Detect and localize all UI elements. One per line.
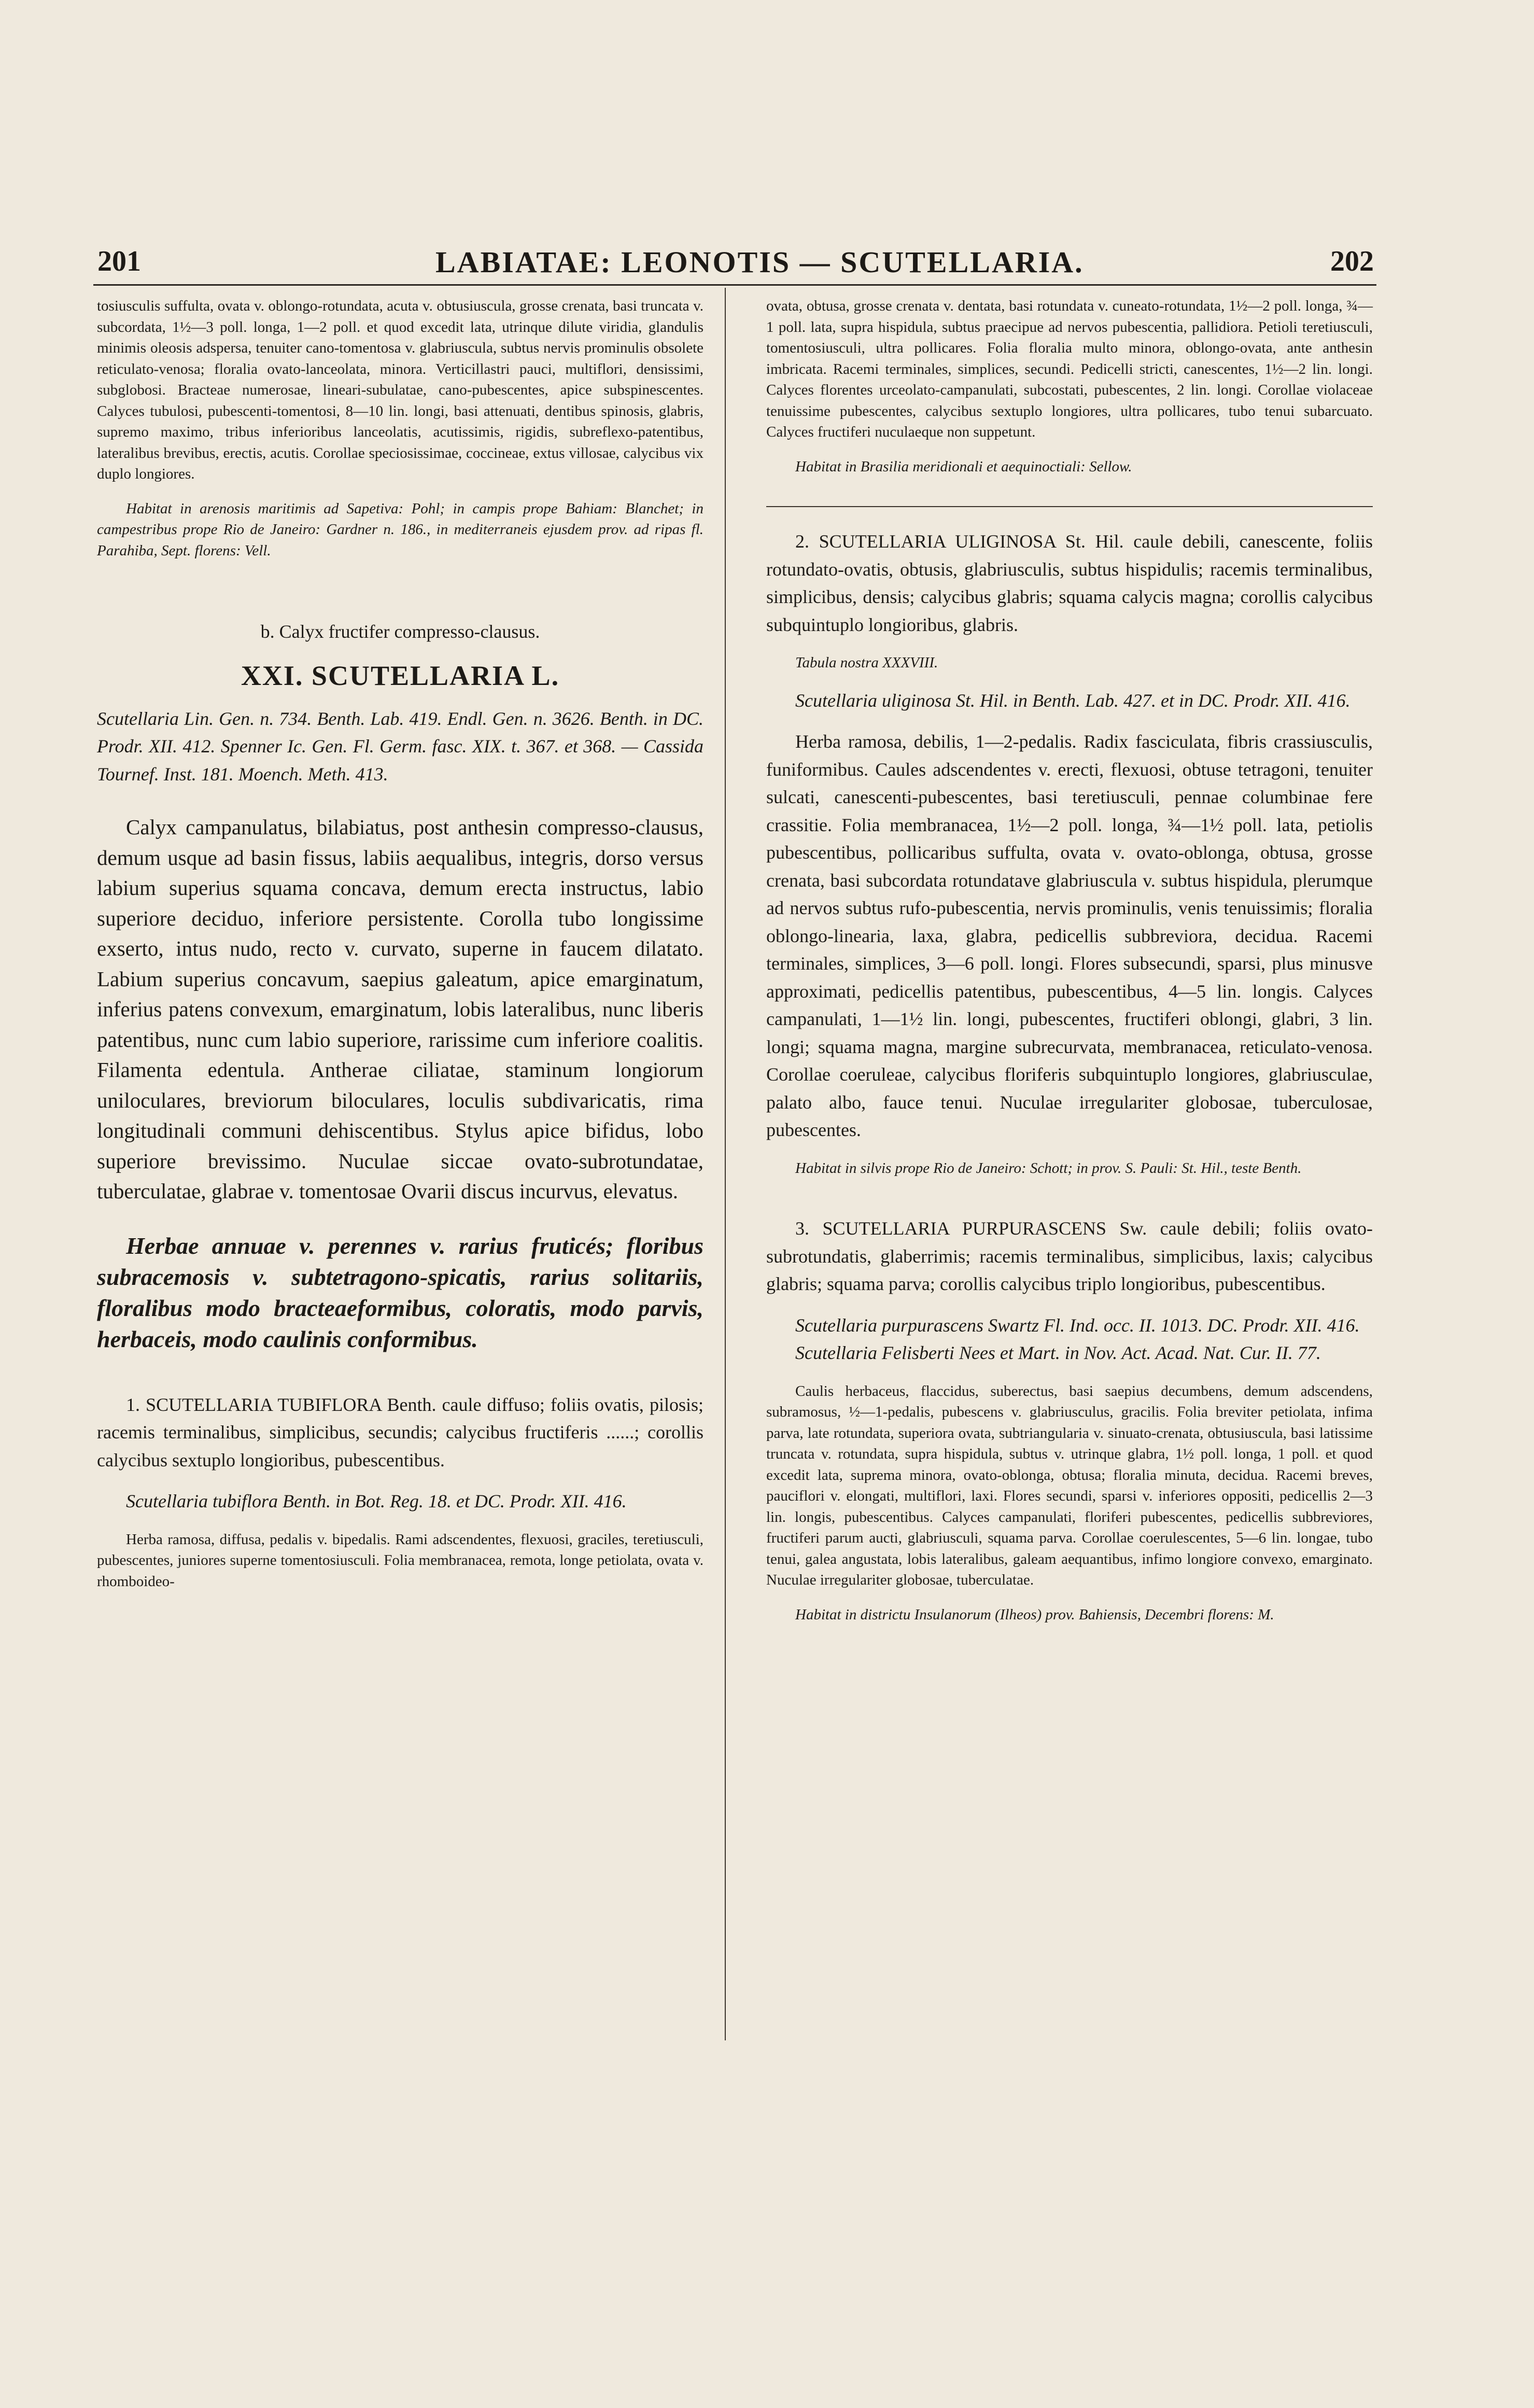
running-header	[93, 245, 1374, 286]
species-1-habitat: Habitat in Brasilia meridionali et aequinoctiali: Sellow.	[795, 458, 1132, 475]
right-column	[766, 296, 1373, 1625]
species-1-synonymy: Scutellaria tubiflora Benth. in Bot. Reg. 18. et DC. Prodr. XII. 416.	[126, 1491, 627, 1511]
species-separator	[766, 506, 1373, 507]
leonotis-description: tosiusculis suffulta, ovata v. oblongo-rotundata, acuta v. obtusiuscula, grosse crenata, basi truncata v. subcordata, 1½—3 poll. longa, 1—2 poll. et quod excedit lata, utrinque dilute viridia, glandulis minimis oleosis adspersa, tenuiter cano-tomentosa v. glabriuscula, subtus nervis prominulis obsolete reticulato-venosa; floralia ovato-lanceolata, minora. Verticillastri pauci, multiflori, densissimi, subglobosi. Bracteae numerosae, lineari-subulatae, cano-pubescentes, apice subspinescentes. Calyces tubulosi, pubescenti-tomentosi, 8—10 lin. longi, basi attenuati, dentibus spinosis, glabris, supremo maximo, tribus inferioribus lanceolatis, acutissimis, rigidis, subreflexo-patentibus, lateralibus brevibus, erectis, acutis. Corollae speciosissimae, coccineae, extus villosae, calycibus vix duplo longiores.	[97, 298, 703, 482]
species-1-description-cont: ovata, obtusa, grosse crenata v. dentata, basi rotundata v. cuneato-rotundata, 1½—2 poll. longa, ¾—1 poll. lata, supra hispidula, subtus praecipue ad nervos pubescentia, pallidiora. Petioli teretiusculi, tomentosiusculi, ultra pollicares. Folia floralia multo minora, oblongo-ovata, ante anthesin imbricata. Racemi terminales, simplices, secundi. Pedicelli stricti, canescentes, 1½—2 lin. longi. Calyces florentes urceolato-campanulati, subcostati, pubescentes, 2 lin. longi. Corollae violaceae tenuissime pubescentes, calycibus sextuplo longiores, ultra pollicares, tubo tenui subarcuato. Calyces fructiferi nuculaeque non suppetunt.	[766, 298, 1373, 440]
species-2-synonymy: Scutellaria uliginosa St. Hil. in Benth. Lab. 427. et in DC. Prodr. XII. 416.	[795, 690, 1350, 711]
genus-synonymy: Scutellaria Lin. Gen. n. 734. Benth. Lab. 419. Endl. Gen. n. 3626. Benth. in DC. Prodr. XII. 412. Spenner Ic. Gen. Fl. Germ. fasc. XIX. t. 367. et 368. — Cassida Tournef. Inst. 181. Moench. Meth. 413.	[97, 708, 703, 785]
genus-heading: XXI. SCUTELLARIA L.	[241, 660, 560, 691]
species-3-synonymy-1: Scutellaria purpurascens Swartz Fl. Ind. occ. II. 1013. DC. Prodr. XII. 416.	[795, 1314, 1360, 1336]
genus-description: Calyx campanulatus, bilabiatus, post anthesin compresso-clausus, demum usque ad basin fissus, labiis aequalibus, integris, dorso versus labium superius squama concava, demum erecta instructus, labio superiore deciduo, inferiore persistente. Corolla tubo longissime exserto, intus nudo, recto v. curvato, superne in faucem dilatato. Labium superius concavum, saepius galeatum, apice emarginatum, inferius patens convexum, emarginatum, lobis lateralibus, nunc liberis patentibus, nunc cum labio superiore, rarissime cum inferiore coalitis. Filamenta edentula. Antherae ciliatae, staminum longiorum uniloculares, breviorum biloculares, loculis subdivaricatis, rima longitudinali communi dehiscentibus. Stylus apice bifidus, lobo superiore brevissimo. Nuculae siccae ovato-subrotundatae, tuberculatae, glabrae v. tomentosae Ovarii discus incurvus, elevatus.	[97, 815, 703, 1203]
page-number-right: 202	[1330, 245, 1374, 277]
species-3-habitat: Habitat in districtu Insulanorum (Ilheos) prov. Bahiensis, Decembri florens: M.	[795, 1606, 1274, 1623]
section-heading: b. Calyx fructifer compresso-clausus.	[260, 621, 540, 642]
species-3-description: Caulis herbaceus, flaccidus, suberectus, basi saepius decumbens, demum adscendens, subramosus, ½—1-pedalis, pubescens v. glabriusculus, gracilis. Folia breviter petiolata, infima parva, late rotundata, superiora ovata, subtriangularia v. sinuato-crenata, obtusiuscula, basi latissime truncata v. rotundata, supra hispidula, subtus v. utrinque glabra, 1½ poll. longa, 1 poll. et quod excedit lata, suprema minora, ovato-oblonga, obtusa; floralia minuta, decidua. Racemi breves, pauciflori v. elongati, multiflori, laxi. Flores secundi, sparsi v. inferiores oppositi, pedicellis 2—3 lin. longis, pubescentibus. Calyces campanulati, floriferi pubescentes, pedicellis subbreviores, fructiferi parum aucti, glabriusculi, squama parva. Corollae coerulescentes, 5—6 lin. longae, tubo tenui, galea angustata, lobis lateralibus, galeam aequantibus, infimo longiore convexo, emarginato. Nuculae irregulariter globosae, tuberculatae.	[766, 1382, 1373, 1588]
header-rule	[93, 284, 1376, 286]
running-title: LABIATAE: LEONOTIS — SCUTELLARIA.	[435, 245, 1084, 279]
species-1-description: Herba ramosa, diffusa, pedalis v. bipedalis. Rami adscendentes, flexuosi, graciles, teretiusculi, pubescentes, juniores superne tomentosiusculi. Folia membranacea, remota, longe petiolata, ovata v. rhomboideo-	[97, 1531, 703, 1590]
species-3-diagnosis: 3. SCUTELLARIA PURPURASCENS Sw. caule debili; foliis ovato-subrotundatis, glaberrimis; racemis terminalibus, simplicibus, laxis; calycibus glabris; squama parva; corollis calycibus triplo longioribus, pubescentibus.	[766, 1218, 1373, 1294]
species-2-habitat: Habitat in silvis prope Rio de Janeiro: Schott; in prov. S. Pauli: St. Hil., teste Benth.	[795, 1159, 1302, 1177]
genus-habit: Herbae annuae v. perennes v. rarius fruticés; floribus subracemosis v. subtetragono-spicatis, rarius solitariis, floralibus modo bracteaeformibus, coloratis, modo parvis, herbaceis, modo caulinis conformibus.	[97, 1232, 703, 1352]
page-number-left: 201	[97, 245, 141, 277]
species-3-synonymy-2: Scutellaria Felisberti Nees et Mart. in Nov. Act. Acad. Nat. Cur. II. 77.	[795, 1342, 1321, 1363]
species-1-diagnosis: 1. SCUTELLARIA TUBIFLORA Benth. caule diffuso; foliis ovatis, pilosis; racemis terminalibus, simplicibus, secundis; calycibus fructiferis ......; corollis calycibus sextuplo longioribus, pubescentibus.	[97, 1394, 703, 1471]
left-column	[97, 296, 703, 1592]
leonotis-habitat: Habitat in arenosis maritimis ad Sapetiva: Pohl; in campis prope Bahiam: Blanchet; in campestribus prope Rio de Janeiro: Gardner n. 186., in mediterraneis ejusdem prov. ad ripas fl. Parahiba, Sept. florens: Vell.	[97, 500, 703, 559]
column-divider	[725, 288, 726, 2040]
species-2-diagnosis: 2. SCUTELLARIA ULIGINOSA St. Hil. caule debili, canescente, foliis rotundato-ovatis, obtusis, glabriusculis, subtus hispidulis; racemis terminalibus, simplicibus, densis; calycibus glabris; squama calycis magna; corollis calycibus subquintuplo longioribus, glabris.	[766, 531, 1373, 635]
species-2-plate: Tabula nostra XXXVIII.	[795, 654, 938, 671]
species-2-description: Herba ramosa, debilis, 1—2-pedalis. Radix fasciculata, fibris crassiusculis, funiformibus. Caules adscendentes v. erecti, flexuosi, obtuse tetragoni, tenuiter sulcati, canescenti-pubescentes, basi teretiusculi, pennae columbinae fere crassitie. Folia membranacea, 1½—2 poll. longa, ¾—1½ poll. lata, petiolis pubescentibus, pollicaribus suffulta, ovata v. ovato-oblonga, obtusa, grosse crenata, basi subcordata rotundatave glabriuscula v. subtus hispidula, plerumque ad nervos subtus rufo-pubescentia, nervis prominulis, venis tenuissimis; floralia oblongo-linearia, laxa, glabra, pedicellis subbreviora, decidua. Racemi terminales, simplices, 3—6 poll. longi. Flores subsecundi, sparsi, plus minusve approximati, pedicellis patentibus, pubescentibus, 4—5 lin. longis. Calyces campanulati, 1—1½ lin. longi, pubescentes, fructiferi oblongi, glabri, 3 lin. longi; squama magna, margine subrecurvata, membranacea, reticulato-venosa. Corollae coeruleae, calycibus floriferis subquintuplo longiores, glabriusculae, palato albo, fauce tenui. Nuculae irregulariter globosae, tuberculosae, pubescentes.	[766, 731, 1373, 1140]
